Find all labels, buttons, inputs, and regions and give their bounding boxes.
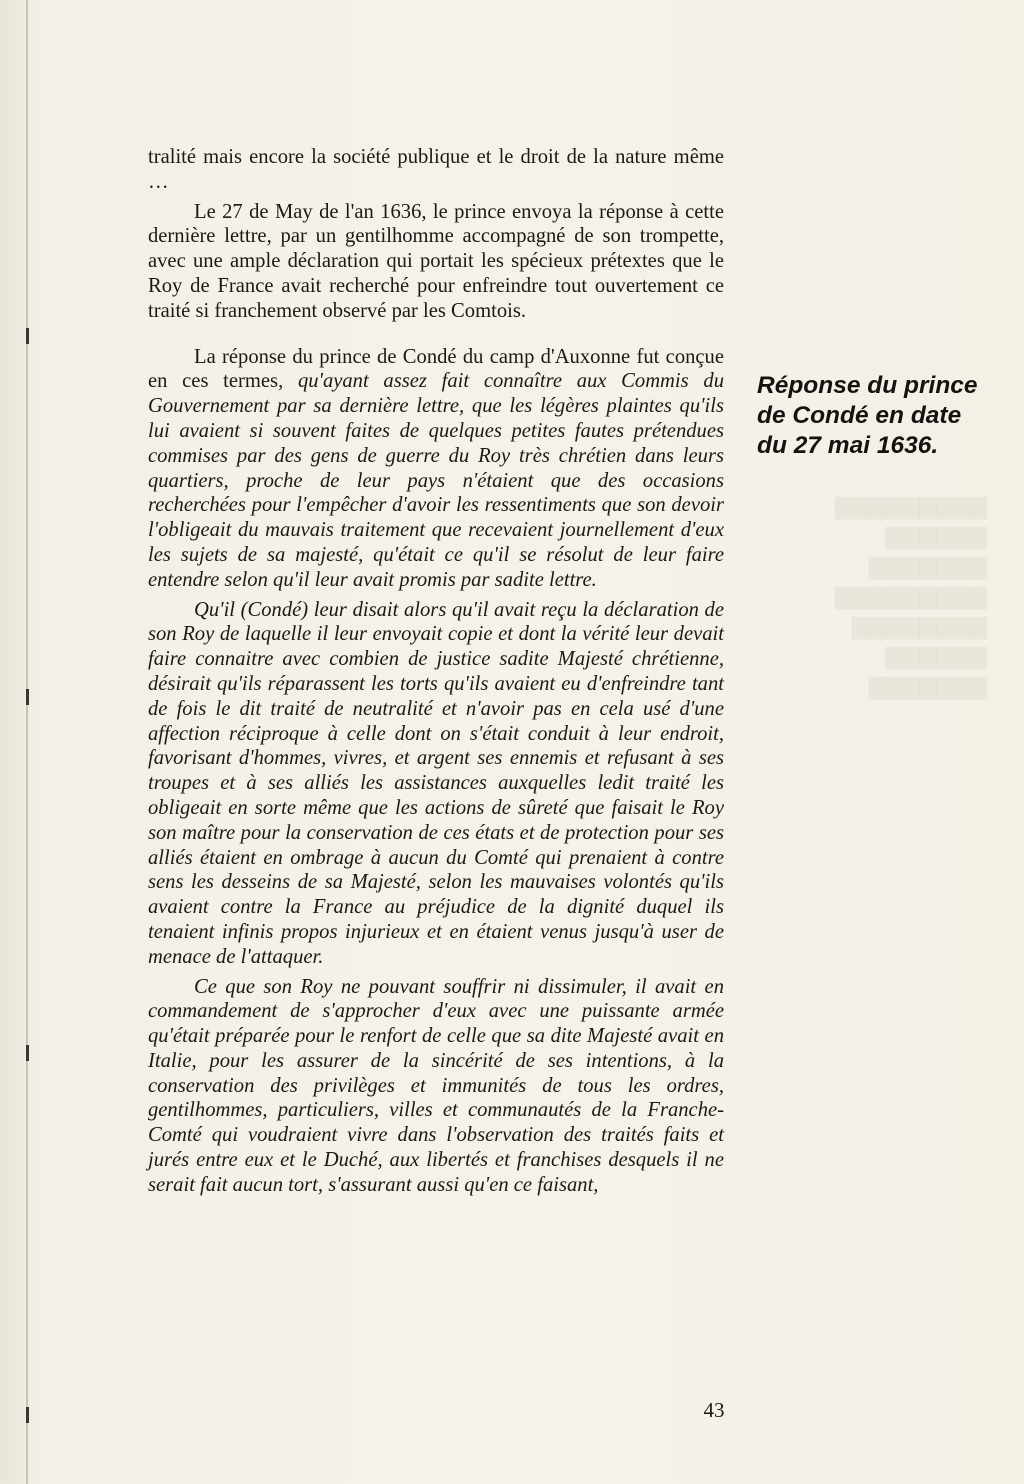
paragraph — [148, 345, 724, 593]
paragraph: Le 27 de May de l'an 1636, le prince envoya la réponse à cette dernière lettre, par un gentilhomme accompagné de son trompette, avec une ample déclaration qui portait les spécieux prétextes que le Roy de France avait recherché pour enfreindre tout ouvertement ce traité si franchement observé par les Comtois. — [148, 200, 724, 322]
paragraph-quote — [148, 975, 724, 1198]
paragraph-quote: qu'ayant assez fait connaître aux Commis du Gouvernement par sa dernière lettre, que les légères plaintes qu'ils lui avaient si souvent faites de quelques petites fautes prétendues commises par des gens de guerre du Roy très chrétien dans leurs quartiers, proche de leur pays n'étaient que des occasions recherchées pour l'empêcher d'avoir les ressentiments que son devoir l'obligeait du mauvais traitement que recevaient journellement d'eux les sujets de sa majesté, qu'était ce qu'il se résolut de leur faire entendre selon qu'il leur avait promis par sadite lettre. — [148, 370, 724, 591]
paragraph-quote-text: Qu'il (Condé) leur disait alors qu'il avait reçu la déclaration de son Roy de laquelle il leur envoyait copie et dont la vérité leur devait faire connaitre avec combien de justice sadite Majesté chrétienne, désirait qu'ils réparassent les torts qu'ils avaient eu d'enfreindre tant de fois le dit traité de neutralité et n'avoir pas en cela usé d'une affection réciproque à celle dont on s'était conduit à leur endroit, favorisant d'hommes, vivres, et argent ses ennemis et refusant à ses troupes et à ses alliés les assistances auxquelles ledit traité les obligeait en sorte même que les actions de sûreté que faisait le Roy son maître pour la conservation de ces états et de protection pour ses alliés étaient en ombrage à aucun du Comté qui prenaient à contre sens les desseins de sa Majesté, selon les mauvaises volontés qu'ils avaient contre la France au préjudice de la dignité duquel ils tenaient infinis propos injurieux et en étaient venus jusqu'à user de menace de l'attaquer. — [148, 598, 724, 968]
paragraph-roman: La réponse du prince de Condé du camp d'Auxonne fut conçue en ces termes, — [148, 345, 724, 393]
binding-mark — [26, 1407, 29, 1423]
paragraph-quote-text: Ce que son Roy ne pouvant souffrir ni dissimuler, il avait en commandement de s'approcher d'eux avec une puissante armée qu'était préparée pour le renfort de celle que sa dite Majesté avait en Italie, pour les assurer de la sincérité de ses intentions, à la conservation des privilèges et immunités de tous les ordres, gentilhommes, particuliers, villes et communautés de la Franche-Comté qui voudraient vivre dans l'observation des traités faits et jurés entre eux et le Duché, aux libertés et franchises desquels il ne serait fait aucun tort, s'assurant aussi qu'en ce faisant, — [148, 975, 724, 1196]
body-text — [148, 145, 724, 1198]
binding-edge — [26, 0, 28, 1484]
binding-mark — [26, 328, 29, 344]
page-number: 43 — [703, 1398, 725, 1422]
margin-note: Réponse du prince de Condé en date du 27 mai 1636. — [757, 372, 978, 459]
show-through-text: ▇▇▇▇▇▇▇▇▇ ▇▇▇▇▇▇ ▇▇▇▇▇▇▇ ▇▇▇▇▇▇▇▇▇ ▇▇▇▇▇▇▇▇ ▇▇▇▇▇▇ ▇▇▇▇▇▇▇ — [834, 494, 987, 699]
binding-mark — [26, 1045, 29, 1061]
binding-mark — [26, 689, 29, 705]
paragraph-quote — [148, 598, 724, 970]
paragraph: tralité mais encore la société publique et le droit de la nature même … — [148, 146, 724, 193]
